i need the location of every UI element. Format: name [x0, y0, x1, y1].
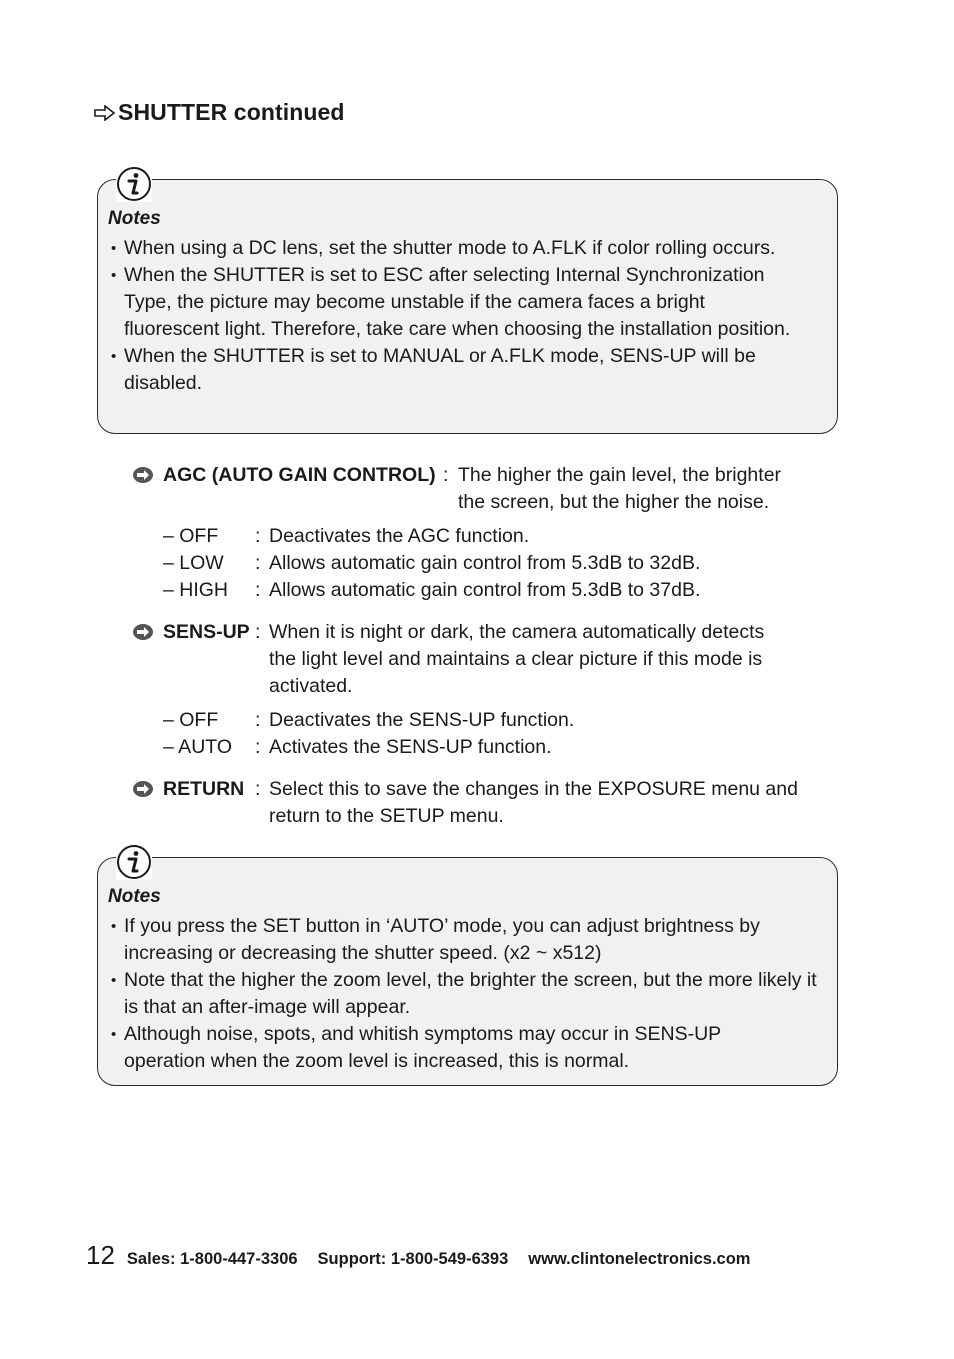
option-name: – OFF: [163, 709, 219, 731]
sensup-colon: :: [255, 621, 261, 643]
notes-title: Notes: [108, 208, 161, 229]
return-description-line: Select this to save the changes in the EXPOSURE menu and: [269, 778, 798, 800]
note-item: • When using a DC lens, set the shutter mode to A.FLK if color rolling occurs.: [108, 235, 827, 262]
note-item: • Although noise, spots, and whitish symptoms may occur in SENS-UP operation when the zoom level is increased, this is normal.: [108, 1021, 827, 1075]
return-label: RETURN: [163, 778, 245, 800]
option-name: – LOW: [163, 552, 224, 574]
option-colon: :: [255, 579, 261, 601]
note-item: • If you press the SET button in ‘AUTO’ mode, you can adjust brightness by increasing or decreasing the shutter speed. (x2 ~ x512): [108, 913, 827, 967]
sales-phone: Sales: 1-800-447-3306: [126, 1250, 298, 1268]
note-item: • When the SHUTTER is set to ESC after selecting Internal Synchronization Type, the picture may become unstable if the camera faces a bright fluorescent light. Therefore, take care when choosing the installation position.: [108, 262, 827, 343]
agc-label: AGC (AUTO GAIN CONTROL): [163, 464, 436, 486]
option-name: – AUTO: [163, 736, 233, 758]
agc-description-line: The higher the gain level, the brighter: [458, 464, 782, 486]
option-description: Allows automatic gain control from 5.3dB to 37dB.: [269, 579, 701, 601]
notes-title: Notes: [108, 886, 161, 907]
option-description: Deactivates the AGC function.: [269, 525, 530, 547]
support-phone: Support: 1-800-549-6393: [317, 1250, 509, 1268]
agc-description-line: the screen, but the higher the noise.: [458, 491, 770, 513]
option-colon: :: [255, 525, 261, 547]
option-description: Activates the SENS-UP function.: [269, 736, 552, 758]
info-icon: [116, 166, 152, 202]
option-colon: :: [255, 736, 261, 758]
notes-box-1: [97, 179, 838, 434]
info-icon: [116, 844, 152, 880]
notes-list: [108, 235, 827, 397]
notes-box-2: [97, 857, 838, 1086]
sensup-description-line: the light level and maintains a clear picture if this mode is: [269, 648, 763, 670]
section-heading: [94, 99, 345, 126]
arrow-right-icon: [94, 105, 116, 121]
section-title: SHUTTER continued: [118, 99, 345, 125]
option-description: Allows automatic gain control from 5.3dB to 32dB.: [269, 552, 701, 574]
sensup-description-line: activated.: [269, 675, 353, 697]
agc-colon: :: [443, 464, 449, 486]
option-colon: :: [255, 709, 261, 731]
option-name: – HIGH: [163, 579, 229, 601]
return-colon: :: [255, 778, 261, 800]
page-number: 12: [86, 1240, 115, 1270]
return-description-line: return to the SETUP menu.: [269, 805, 504, 827]
option-name: – OFF: [163, 525, 219, 547]
arrow-bullet-icon: [132, 623, 154, 641]
option-colon: :: [255, 552, 261, 574]
arrow-bullet-icon: [132, 780, 154, 798]
note-item: • When the SHUTTER is set to MANUAL or A.FLK mode, SENS-UP will be disabled.: [108, 343, 827, 397]
page-footer: [86, 1240, 770, 1271]
sensup-description-line: When it is night or dark, the camera automatically detects: [269, 621, 765, 643]
website-link[interactable]: www.clintonelectronics.com: [528, 1250, 751, 1268]
sensup-label: SENS-UP: [163, 621, 250, 643]
option-description: Deactivates the SENS-UP function.: [269, 709, 575, 731]
notes-list: [108, 913, 827, 1075]
note-item: • Note that the higher the zoom level, the brighter the screen, but the more likely it is that an after-image will appear.: [108, 967, 827, 1021]
arrow-bullet-icon: [132, 466, 154, 484]
